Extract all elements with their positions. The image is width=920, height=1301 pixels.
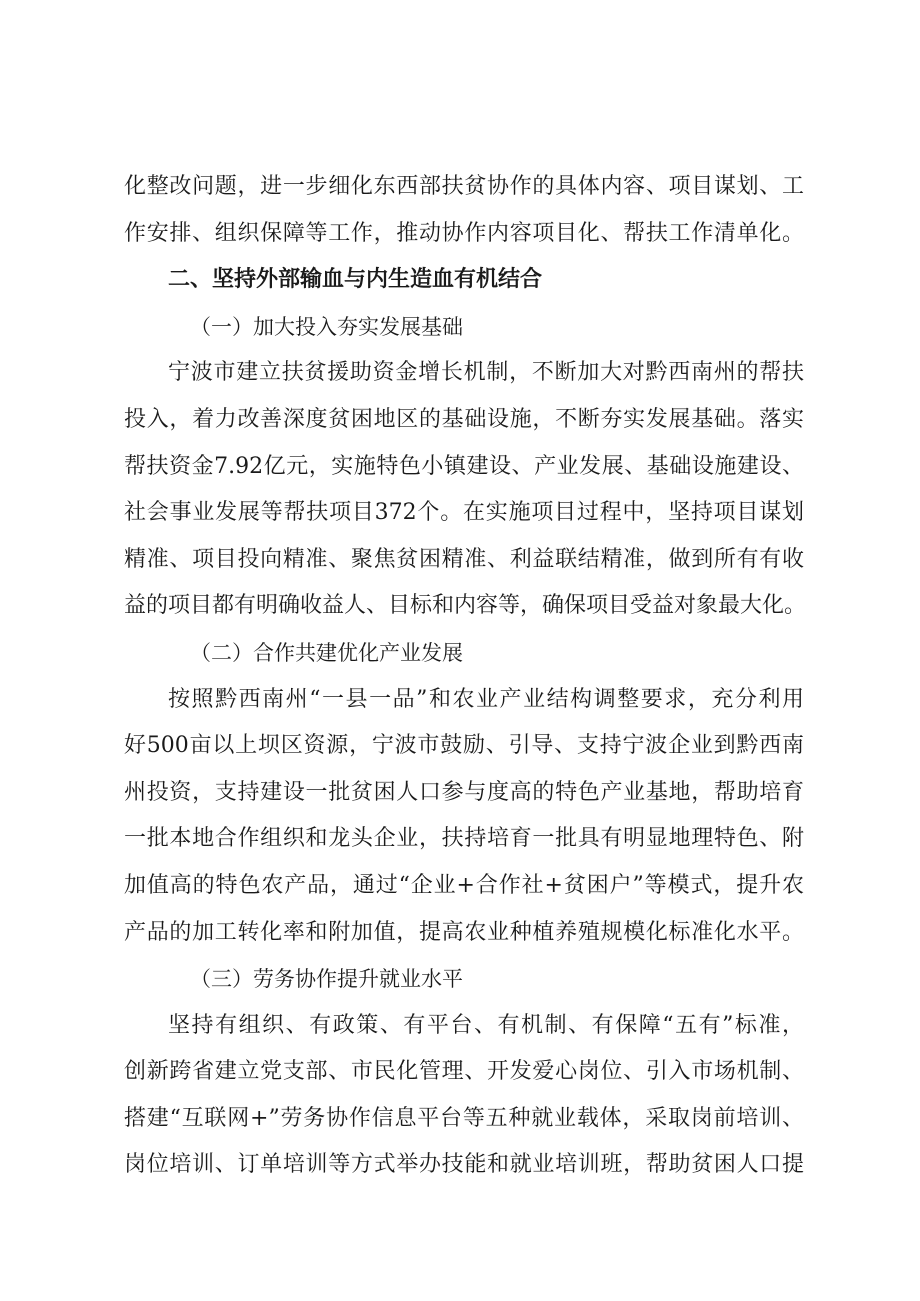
subsection-heading: （三）劳务协作提升就业水平 <box>190 967 463 992</box>
body-line: 作安排、组织保障等工作，推动协作内容项目化、帮扶工作清单化。 <box>124 220 804 246</box>
body-line: 岗位培训、订单培训等方式举办技能和就业培训班，帮助贫困人口提 <box>124 1152 804 1178</box>
body-line: 加值高的特色农产品，通过“企业+合作社+贫困户”等模式，提升农 <box>124 872 804 898</box>
subsection-heading: （一）加大投入夯实发展基础 <box>190 314 463 339</box>
subsection-heading: （二）合作共建优化产业发展 <box>190 640 463 665</box>
body-line: 产品的加工转化率和附加值，提高农业种植养殖规模化标准化水平。 <box>124 919 804 945</box>
body-line: 帮扶资金7.92亿元，实施特色小镇建设、产业发展、基础设施建设、 <box>124 453 804 479</box>
paragraph-first-line: 坚持有组织、有政策、有平台、有机制、有保障“五有”标准， <box>168 1012 804 1038</box>
paragraph-first-line: 宁波市建立扶贫援助资金增长机制，不断加大对黔西南州的帮扶 <box>168 360 804 386</box>
document-body <box>124 164 807 1189</box>
body-line: 创新跨省建立党支部、市民化管理、开发爱心岗位、引入市场机制、 <box>124 1059 804 1085</box>
body-line: 搭建“互联网+”劳务协作信息平台等五种就业载体，采取岗前培训、 <box>124 1105 804 1131</box>
section-heading: 二、坚持外部输血与内生造血有机结合 <box>168 267 543 293</box>
body-line: 精准、项目投向精准、聚焦贫困精准、利益联结精准，做到所有有收 <box>124 546 804 572</box>
body-line: 投入，着力改善深度贫困地区的基础设施，不断夯实发展基础。落实 <box>124 406 804 432</box>
body-line: 益的项目都有明确收益人、目标和内容等，确保项目受益对象最大化。 <box>124 593 807 619</box>
paragraph-first-line: 按照黔西南州“一县一品”和农业产业结构调整要求，充分利用 <box>168 686 804 712</box>
body-line: 好500亩以上坝区资源，宁波市鼓励、引导、支持宁波企业到黔西南 <box>124 733 804 759</box>
body-line: 化整改问题，进一步细化东西部扶贫协作的具体内容、项目谋划、工 <box>124 174 804 199</box>
body-line: 一批本地合作组织和龙头企业，扶持培育一批具有明显地理特色、附 <box>124 826 804 852</box>
body-line: 州投资，支持建设一批贫困人口参与度高的特色产业基地，帮助培育 <box>124 779 804 805</box>
body-line: 社会事业发展等帮扶项目372个。在实施项目过程中，坚持项目谋划 <box>124 500 804 526</box>
